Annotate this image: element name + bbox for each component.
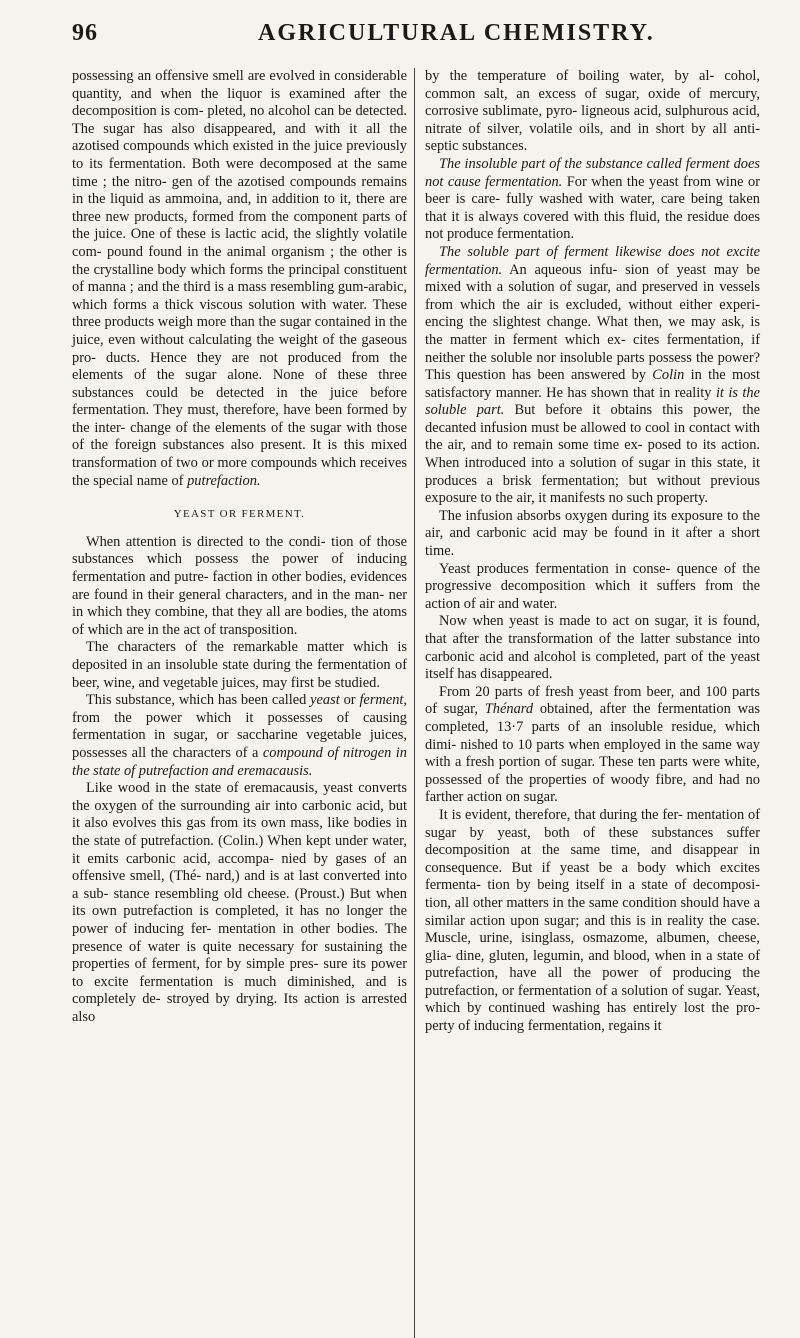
paragraph: Yeast produces fermentation in conse- quence of the progressive decomposition which it suffers from the action of air and water. xyxy=(425,560,760,612)
paragraph-text: This substance, which has been called xyxy=(86,692,311,709)
section-heading: YEAST OR FERMENT. xyxy=(173,508,306,521)
paragraph-text: From 20 parts of fresh yeast from beer, and 100 parts of sugar, xyxy=(425,683,760,718)
paragraph xyxy=(72,692,407,780)
paragraph: It is evident, therefore, that during the fer- mentation of sugar by yeast, both of these substances suffer decomposition at the same time, and disappear in consequence. But if yeast be a body which excites fermenta- tion by being itself in a state of decomposi- tion, all other matters in the same condition should have a similar action upon sugar; and this is in reality the case. Muscle, urine, isinglass, osmazome, albumen, cheese, glia- dine, gluten, legumin, and blood, when in a state of putrefaction, have all the power of producing the putrefaction, or fermentation of a solution of sugar. Yeast, which by continued washing has entirely lost the pro- perty of inducing fermentation, regains it xyxy=(425,806,760,1035)
text-columns xyxy=(72,68,760,1036)
running-title: AGRICULTURAL CHEMISTRY. xyxy=(258,20,655,46)
paragraph-text: But before it obtains this power, the decanted infusion must be allowed to cool in contact with the air, and to remain some time ex- posed to its action. When introduced into a solution of sugar in this state, it produces a brisk fermentation; but without previous exposure to the air, it manifests no such property. xyxy=(425,402,760,507)
left-column xyxy=(72,68,407,1036)
paragraph xyxy=(425,684,760,807)
emphasis: Colin xyxy=(652,367,685,384)
paragraph xyxy=(425,244,760,508)
paragraph xyxy=(72,68,407,490)
paragraph: by the temperature of boiling water, by al- cohol, common salt, an excess of sugar, oxide of mercury, corrosive sublimate, pyro- ligneous acid, sulphurous acid, nitrate of silver, volatile oils, and in short by all anti- septic substances. xyxy=(425,68,760,155)
emphasis: Thénard xyxy=(484,701,534,718)
emphasis: compound of nitrogen in the state of putrefaction and eremacausis. xyxy=(72,744,407,779)
paragraph: The characters of the remarkable matter which is deposited in an insoluble state during the fermentation of beer, wine, and vegetable juices, may first be studied. xyxy=(72,639,407,691)
emphasis: it is the soluble part. xyxy=(425,384,761,419)
paragraph-text: possessing an offensive smell are evolved in considerable quantity, and when the liquor is examined after the decomposition is com- pleted, no alcohol can be detected. The sugar has also disappeared, and with it all the azotised compounds which existed in the juice previously to its fermentation. Both were decomposed at the same time ; the nitro- gen of the azotised compounds remains in the liquid as ammoina, and, in addition to it, there are three new products, formed from the component parts of the juice. One of these is lactic acid, the slightly volatile com- pound found in the animal organism ; the other is the crystalline body which forms the principal constituent of manna ; and the third is a mass resembling gum-arabic, which forms a thick viscous solution with water. These three products weigh more than the sugar contained in the juice, even without calculating the weight of the gaseous pro- ducts. Hence they are not produced from the elements of the sugar alone. None of these three substances could be detected in the juice before fermentation. They must, therefore, have been formed by the inter- change of the elements of the sugar with those of the foreign substances also present. It is this mixed transformation of two or more compounds which receives the special name of xyxy=(72,68,407,489)
paragraph xyxy=(425,156,760,244)
running-header xyxy=(72,20,760,56)
emphasis: The insoluble part of the substance called ferment does not cause fermentation. xyxy=(425,155,760,190)
paragraph-text: from the power which it possesses of causing fermentation in sugar, or saccharine vegetable juices, possesses all the characters of a xyxy=(72,709,407,761)
emphasis: yeast xyxy=(310,692,340,709)
paragraph-text: An aqueous infu- sion of yeast may be mixed with a solution of sugar, and preserved in vessels from which the air is excluded, without either experi- encing the slightest change. What then, we may ask, is the matter in ferment which ex- cites fermentation, if neither the soluble nor insoluble parts possess the power? This question has been answered by xyxy=(425,261,760,384)
paragraph-text: obtained, after the fermentation was completed, 13·7 parts of an insoluble residue, which dimi- nished to 10 parts when employed in the same way with a fresh portion of sugar. These ten parts were white, possessed of the properties of woody fibre, and had no farther action on sugar. xyxy=(425,701,761,806)
emphasis: putrefaction. xyxy=(187,472,261,489)
emphasis: The soluble part of ferment likewise does not excite fermentation. xyxy=(425,243,760,278)
column-rule xyxy=(414,68,415,1338)
right-column xyxy=(425,68,760,1036)
paragraph: The infusion absorbs oxygen during its exposure to the air, and carbonic acid may be found in it after a short time. xyxy=(425,507,760,560)
paragraph: Like wood in the state of eremacausis, yeast converts the oxygen of the surrounding air into carbonic acid, but it also evolves this gas from its own mass, like bodies in the state of putrefaction. (Colin.) When kept under water, it emits carbonic acid, accompa- nied by gases of an offensive smell, (Thé- nard,) and is at last converted into a sub- stance resembling old cheese. (Proust.) But when its own putrefaction is completed, it has no longer the power of inducing fer- mentation in other bodies. The presence of water is quite necessary for sustaining the properties of ferment, for by simple pres- sure its power to excite fermentation is much diminished, and is completely de- stroyed by drying. Its action is arrested also xyxy=(72,780,407,1025)
paragraph: Now when yeast is made to act on sugar, it is found, that after the transformation of the latter substance into carbonic acid and alcohol is completed, part of the yeast itself has disappeared. xyxy=(425,613,760,683)
emphasis: ferment, xyxy=(359,692,407,709)
paragraph: When attention is directed to the condi- tion of those substances which possess the power of inducing fermentation and putre- faction in other bodies, evidences are found in their general characters, and in the man- ner in which they combine, that they all are bodies, the atoms of which are in the act of transposition. xyxy=(72,533,407,638)
page-number: 96 xyxy=(72,20,98,46)
paragraph-text: For when the yeast from wine or beer is care- fully washed with water, care being taken that it is always covered with this fluid, the residue does not produce fermentation. xyxy=(425,173,760,243)
paragraph-text: or xyxy=(339,692,360,709)
paragraph-text: in the most satisfactory manner. He has shown that in reality xyxy=(425,367,760,401)
